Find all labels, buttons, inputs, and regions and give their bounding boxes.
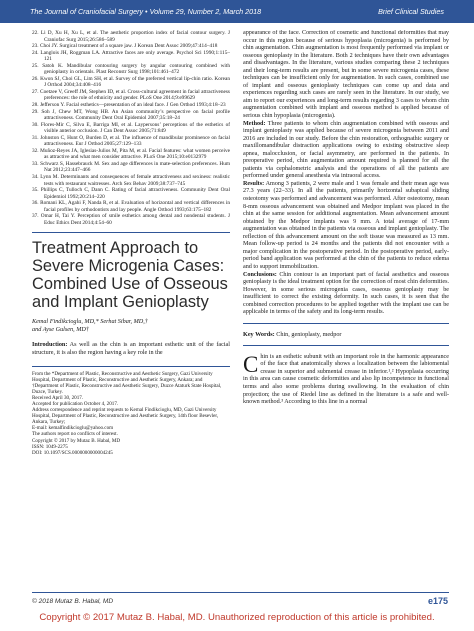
reference-item: 36. Romani KL, Agahi F, Nanda R, et al. Evaluation of horizontal and vertical differences in facial profiles by orthodontists and lay people. Angle Orthod 1993;63:175–182 (32, 200, 230, 213)
reference-item: 26. Kwon SJ, Choi GL, Lim SH, et al. Survey of the preferred vertical lip-chin ratio. Korean J Orthod 2004;34:408–416 (32, 75, 230, 89)
reference-item: 33. Schwarz S, Hassebrauck M. Sex and age differences in mate-selection preferences. Hum Nat 2012;23:447–466 (32, 160, 230, 174)
authors-line: and Ayse Gulsen, MD† (32, 326, 89, 334)
reference-item: 34. Lynn M. Determinants and consequences of female attractiveness and sexiness: realistic tests with restaurant waitresses. Arch Sex Behav 2009;38:737–745 (32, 174, 230, 187)
reference-item: 25. Satoh K. Mandibular contouring surgery by angular contouring combined with genioplasty in orientals. Plast Reconstr Surg 1998;101:461–472 (32, 62, 230, 76)
affiliation-note: From the *Department of Plastic, Reconstructive and Aesthetic Surgery, Gazi University Hospital, Department of Plastic, Reconstructive and Aesthetic Surgery, Ankara; and †Department of Plastic, Reconstructive and Aesthetic Surgery, Duzce Ataturk State Hospital, Duzce, Turkey. (32, 370, 222, 395)
reference-item: 32. Muñoz-Reyes JA, Iglesias-Julios M, Pita M, et al. Facial features: what women perceive as attractive and what men consider attractive. PLoS One 2015;10:e0132979 (32, 147, 230, 161)
correspondence-email[interactable]: E-mail: kemalfindikcioglu@yahoo.com (32, 425, 114, 432)
right-column (243, 30, 449, 407)
journal-header-bar (0, 0, 474, 23)
introduction-heading: Introduction: (32, 342, 68, 349)
copyright-notice: Copyright © 2017 Mutaz B. Habal, MD. Unauthorized reproduction of this article is prohibited. (39, 612, 435, 623)
results-heading: Results: (243, 180, 265, 187)
conclusions-text: Chin contour is an important part of facial aesthetics and osseous genioplasty is the ideal treatment option for the correction of most chin deformities. However, in some serious microgenia cases, osseous genioplasty may be insufficient to correct the existing deformity. In such cases, it is seen that the combined correction procedures to be applied together with the implant use can be applicable in terms of the safety and its long-term results. (243, 271, 449, 316)
section-divider (32, 232, 230, 233)
method-heading: Method: (243, 120, 266, 127)
keywords-text: Chin, genioplasty, medpor (276, 330, 342, 338)
conflict-statement: The authors report no conflicts of interest. (32, 431, 118, 438)
doi[interactable]: DOI: 10.1097/SCS.0000000000004245 (32, 449, 113, 456)
reference-item: 22. Li D, Xu H, Xu L, et al. The aesthetic proportion index of facial contour surgery. J Craniofac Surg 2015;26:586–589 (32, 30, 230, 43)
abstract-introduction-continued: appearance of the face. Correction of cosmetic and functional deformities that may occur in this region because of serious hypoplasia (microgenia) is performed by chin augmentation. Chin augmentation is most frequently performed via implant or osseous genioplasty in the literature. Both 2 techniques have their own advantages and disadvantages. In the literature, various studies comparing these 2 techniques and their long-term results are present, but in some severe microgenia cases, these techniques can be insufficient only for augmentation. In such cases, combined use of implant and osseous genioplasty techniques can come up and data and experiences regarding such cases are rarely seen in the literature. In our study, we aim to report our experiences and long-term results regarding 3 cases to whom chin augmentation combined with implant and osseous method is applied because of serious chin hypoplasia (microgenia). (243, 30, 449, 120)
section-name: Brief Clinical Studies (378, 7, 444, 16)
correspondence-address: Address correspondence and reprint requests to Kemal Findikcioglu, MD, Gazi University Hospital, Department of Plastic, Reconstructive and Aesthetic Surgery, 14th floor Besevler, Ankara, Turkey; (32, 407, 219, 426)
journal-title: The Journal of Craniofacial Surgery • Volume 29, Number 2, March 2018 (30, 7, 262, 16)
abstract-results (243, 181, 449, 272)
reference-item: 37. Omar H, Tai Y. Perception of smile esthetics among dental and nondental students. J Educ Ethics Dent 2014;4:54–60 (32, 213, 230, 226)
footer-copyright: © 2018 Mutaz B. Habal, MD (32, 598, 114, 605)
reference-list (32, 30, 230, 226)
reference-item: 31. Johnston C, Hunt O, Burden D, et al. The influence of mandibular prominence on facial attractiveness. Eur J Orthod 2005;27:129–133 (32, 134, 230, 148)
body-text: hin is an esthetic subunit with an important role in the harmonic appearance of the face that anatomically shows a localization between the labiomental crease in superior and submental crease in inferior.¹,² Hypoplasia occurring in this area can cause cosmetic deformities and also lip incompetence in functional terms and also some problems during swallowing. In the evaluation of chin projection; the use of Riedel line as defined in the literature is a safe and well-known method.³ According to this line in a normal (243, 353, 449, 406)
results-text: Among 3 patients, 2 were male and 1 was female and their mean age was 27.3 years (22–33). In all the patients, primarily horizontal subapical sliding osteotomy was performed and advancement was performed. After osteotomy, mean 8-mm osseous advancement was obtained and Medpor implant was placed in the chin at the same session for additional augmentation. Mean advancement amount obtained by the Medpor implants was 9 mm. A total average of 17-mm augmentation was obtained in the patients via osseous and implant genioplasty. The reflection of this advancement amount on the soft tissue was measured as 13 mm. Mean follow-up period is 24 months and the patients did not encounter with a major complication in the postoperative period. In the postoperative period, early-period band application was performed at the chin of the patients to reduce edema and to support immobilization. (243, 180, 449, 270)
accepted-date: Accepted for publication October 4, 2017. (32, 400, 119, 407)
received-date: Received April 30, 2017. (32, 394, 84, 401)
page-number: e175 (427, 596, 448, 606)
conclusions-heading: Conclusions: (243, 271, 277, 278)
keywords-box (243, 323, 449, 346)
article-title: Treatment Approach to Severe Microgenia Cases: Combined Use of Osseous and Implant Genioplasty (32, 239, 228, 312)
left-column (32, 30, 230, 456)
reference-item: 24. Langlois JH, Roggman LA. Attractive faces are only average. Psychol Sci 1990;1:115–121 (32, 49, 230, 63)
reference-item: 27. Coetzee V, Greeff JM, Stephen ID, et al. Cross-cultural agreement in facial attractiveness preferences: the role of ethnicity and gender. PLoS One 2014;9:e99629 (32, 88, 230, 102)
issn: ISSN: 1049-2275 (32, 443, 68, 450)
abstract-method (243, 121, 449, 181)
drop-cap: C (243, 351, 259, 377)
reference-item: 29. Soh J, Chew MT, Wong HB. An Asian community’s perspective on facial profile attractiveness. Community Dent Oral Epidemiol 2007;35:18–24 (32, 108, 230, 122)
author-list (32, 318, 230, 334)
introduction-text: As well as the chin is an important esthetic unit of the facial structure, it is also the region having a key role in the (32, 342, 230, 356)
reference-item: 30. Flores-Mir C, Silva E, Barriga MI, et al. Laypersons’ perceptions of the esthetics of visible anterior occlusion. J Can Dent Assoc 2005;71:849 (32, 121, 230, 135)
abstract-conclusions (243, 272, 449, 317)
abstract-introduction (32, 342, 230, 357)
copyright-line: Copyright © 2017 by Mutaz B. Habal, MD (32, 437, 121, 444)
reference-item: 35. Phillips C, Tulloch C, Dann C. Rating of facial attractiveness. Community Dent Oral Epidemiol 1992;20:214–220 (32, 187, 230, 200)
reference-item: 28. Jefferson Y. Facial esthetics—presentation of an ideal face. J Gen Orthod 1993;4:18–23 (32, 102, 226, 109)
body-paragraph (243, 351, 449, 407)
authors-line: Kemal Findikcioglu, MD,* Serhat Sibar, MD,† (32, 318, 148, 326)
method-text: Three patients to whom chin augmentation combined with osseous and implant genioplasty was applied because of severe microgenia between 2011 and 2016 are included in our study. Before the chin restoration, orthognathic surgery or maxillomandibular distraction applications owing to existing obstructive sleep apnea, malocclusion, or facial asymmetry, are performed in the patients. In preoperative period, chin augmentation amount required is planned for all the patients via cephalometric analysis and the operations of all the patients are performed under general anesthesia via intraoral access. (243, 120, 449, 180)
keywords-label: Key Words: (243, 330, 275, 338)
footnotes (32, 366, 230, 456)
reference-item: 23. Choi JY. Surgical treatment of a square jaw. J Korean Dent Assoc 2009;47:414–418 (32, 43, 218, 50)
footer-divider (32, 592, 449, 593)
